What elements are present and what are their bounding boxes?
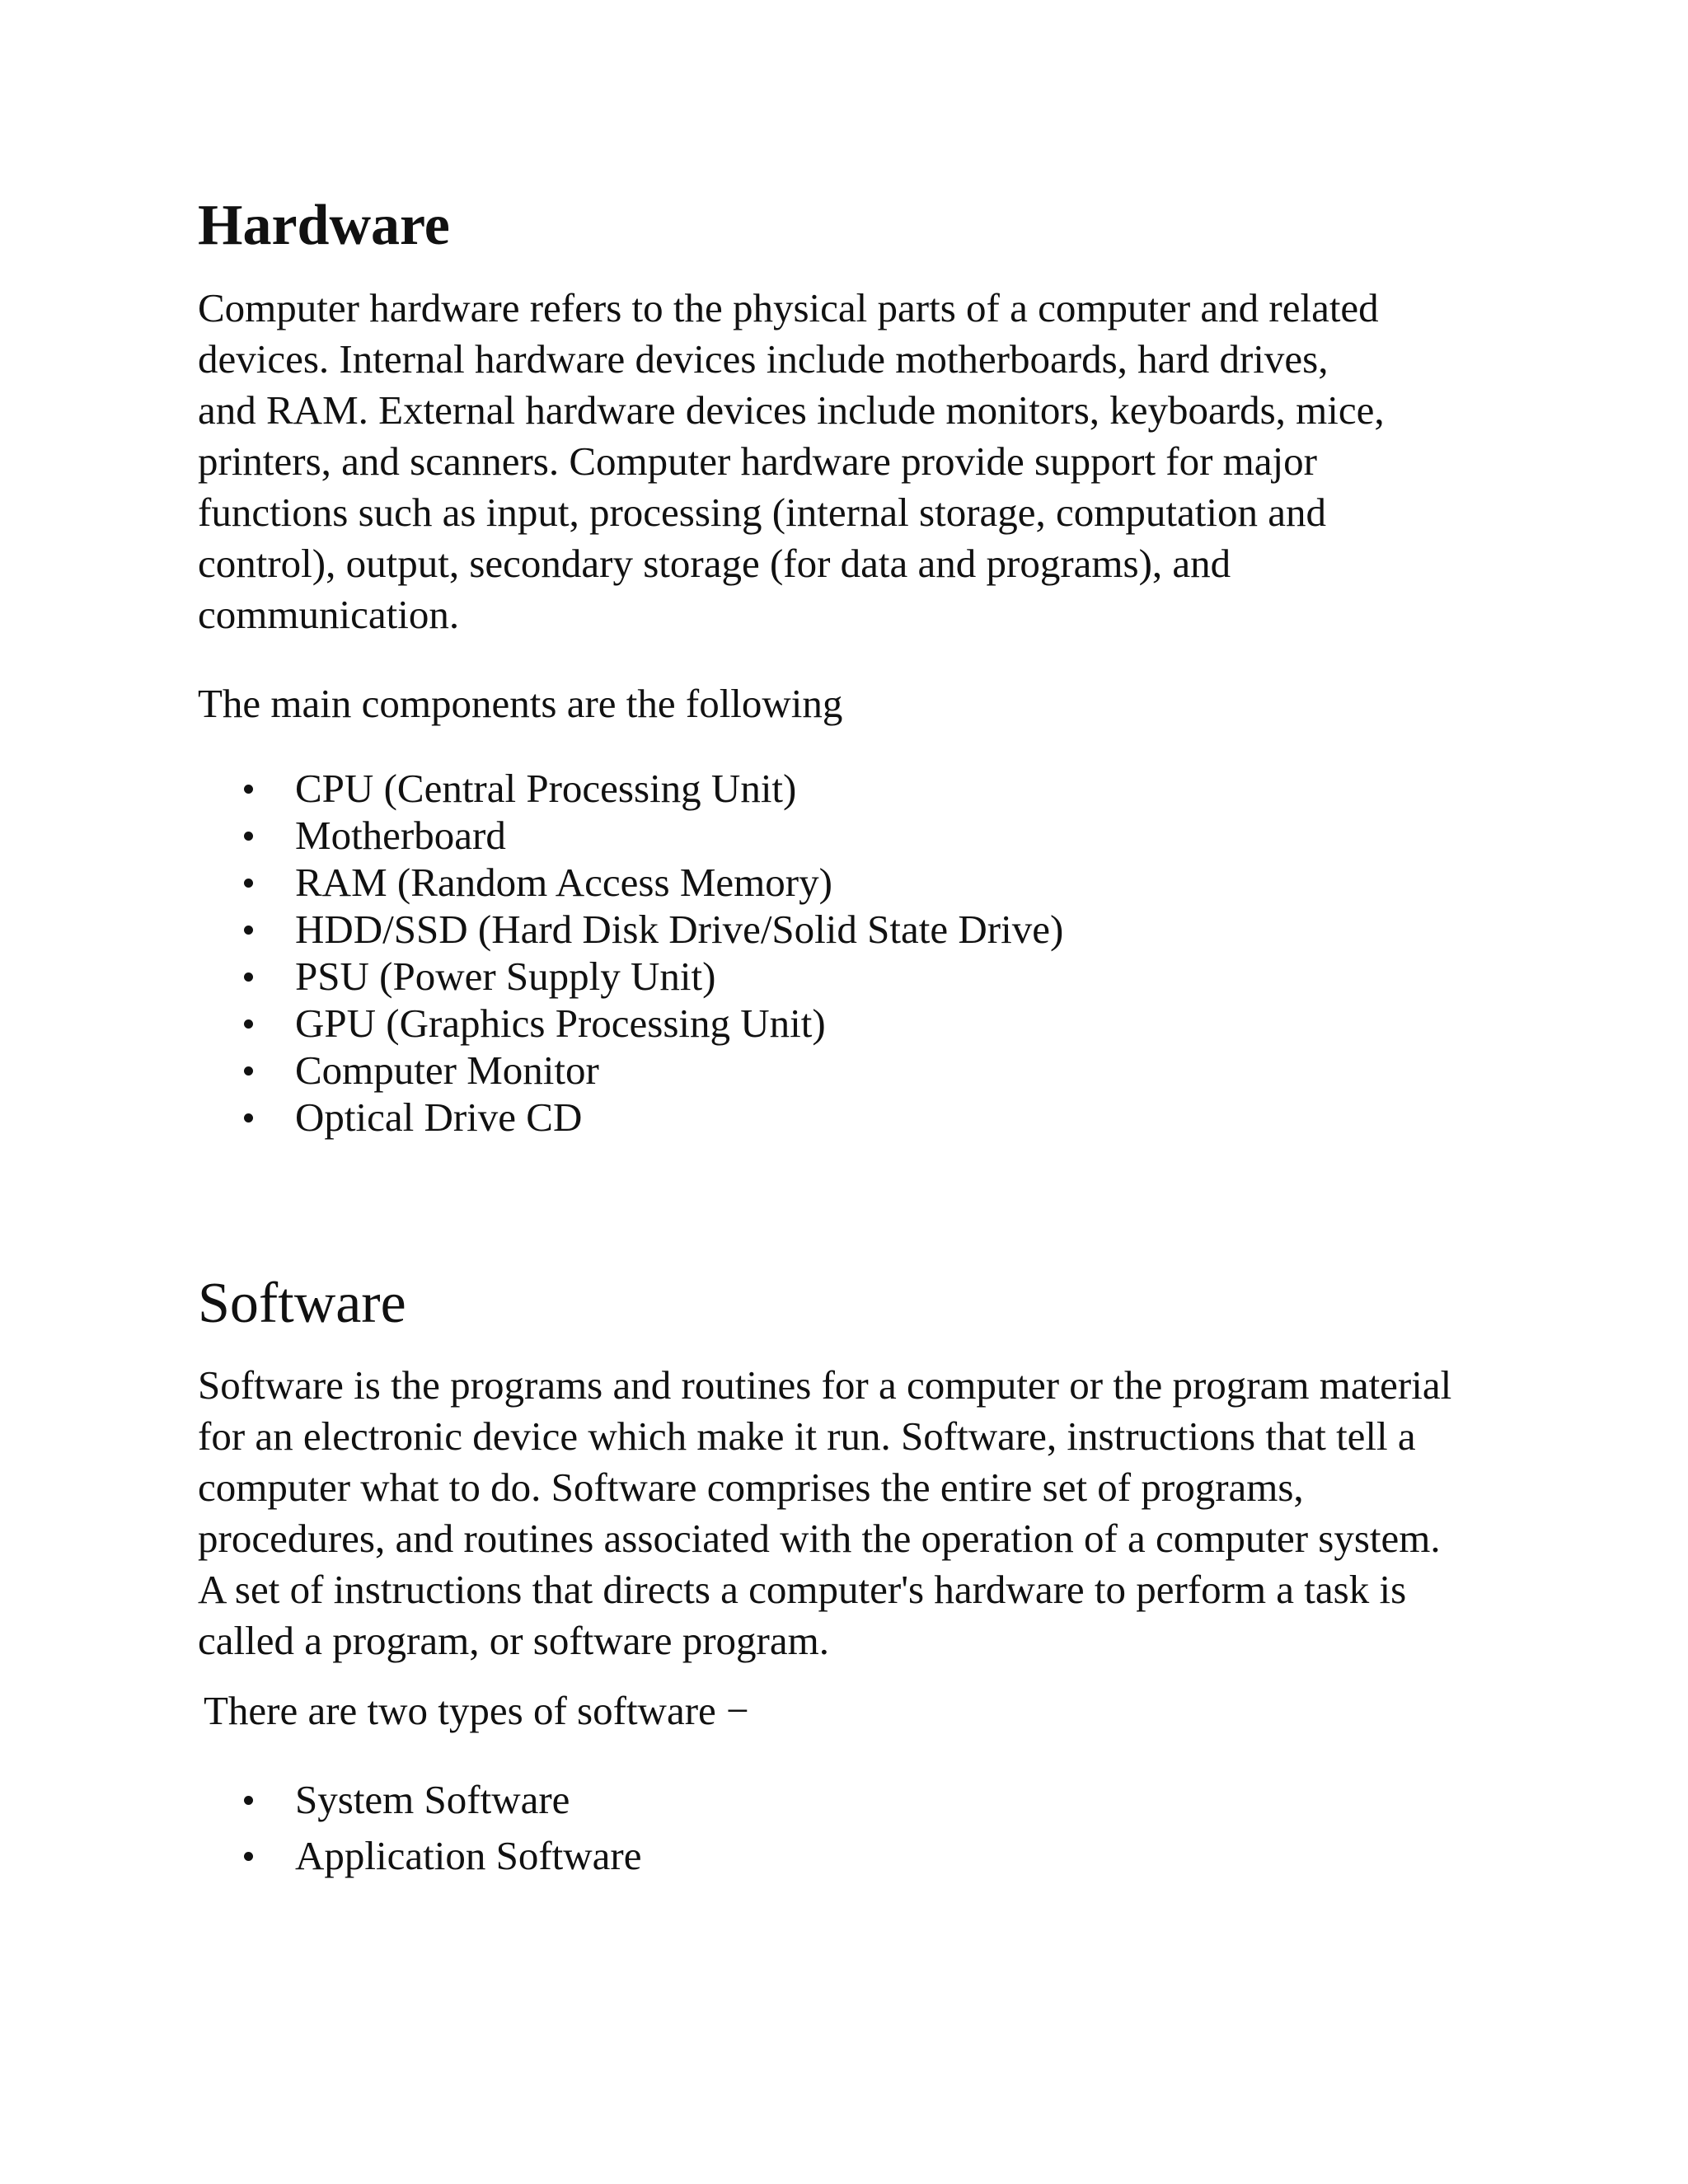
bullet-icon <box>244 1066 253 1076</box>
bullet-icon <box>244 972 253 982</box>
bullet-icon <box>244 1019 253 1029</box>
list-item <box>198 1772 641 1828</box>
list-item <box>198 812 1063 859</box>
software-types-list <box>198 1772 641 1884</box>
bullet-icon <box>244 926 253 935</box>
list-item <box>198 906 1063 953</box>
list-item-text: Optical Drive CD <box>295 1094 583 1140</box>
list-item <box>198 1094 1063 1141</box>
list-item-text: System Software <box>295 1777 570 1822</box>
list-item <box>198 1000 1063 1047</box>
list-item-text: PSU (Power Supply Unit) <box>295 954 716 999</box>
list-item-text: Application Software <box>295 1833 642 1878</box>
list-item <box>198 1047 1063 1094</box>
hardware-description: Computer hardware refers to the physical parts of a computer and related devices. Internal hardware devices include motherboards, hard drives, and RAM. External hardware devices include monitors, keyboards, mice, printers, and scanners. Computer hardware provide support for major functions such as input, processing (internal storage, computation and control), output, secondary storage (for data and programs), and communication. <box>198 285 1385 637</box>
hardware-heading: Hardware <box>198 194 450 257</box>
software-description: Software is the programs and routines for a computer or the program material for an electronic device which make it run. Software, instructions that tell a computer what to do. Software comprises the entire set of programs, procedures, and routines associated with the operation of a computer system. A set of instructions that directs a computer's hardware to perform a task is called a program, or software program. <box>198 1362 1452 1663</box>
bullet-icon <box>244 832 253 841</box>
list-item-text: GPU (Graphics Processing Unit) <box>295 1001 826 1046</box>
list-item-text: Motherboard <box>295 813 506 858</box>
list-item-text: RAM (Random Access Memory) <box>295 860 832 905</box>
software-types-intro: There are two types of software − <box>204 1688 749 1733</box>
hardware-components-intro: The main components are the following <box>198 681 843 726</box>
list-item <box>198 953 1063 1000</box>
bullet-icon <box>244 1852 253 1861</box>
list-item <box>198 859 1063 906</box>
bullet-icon <box>244 1796 253 1805</box>
list-item-text: CPU (Central Processing Unit) <box>295 766 797 811</box>
hardware-components-list <box>198 765 1063 1141</box>
bullet-icon <box>244 1113 253 1122</box>
list-item <box>198 1828 641 1884</box>
bullet-icon <box>244 879 253 888</box>
list-item-text: Computer Monitor <box>295 1047 599 1093</box>
list-item-text: HDD/SSD (Hard Disk Drive/Solid State Drive) <box>295 907 1064 952</box>
list-item <box>198 765 1063 812</box>
bullet-icon <box>244 785 253 794</box>
software-heading: Software <box>198 1272 406 1335</box>
